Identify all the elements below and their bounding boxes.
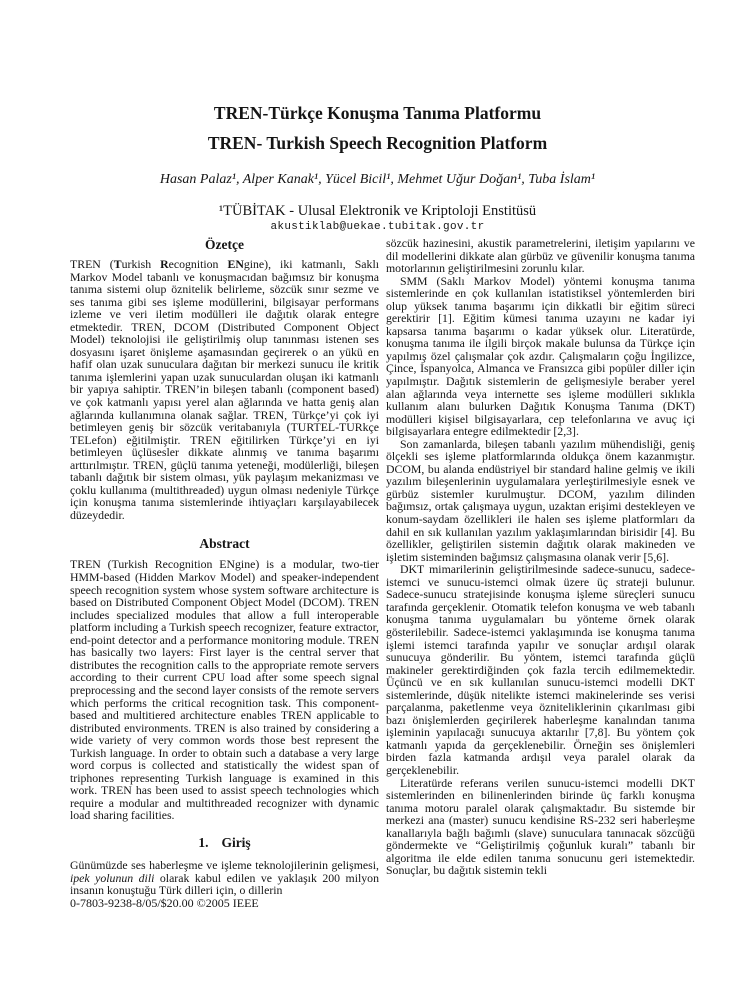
section-heading-ozetce: Özetçe [205, 237, 244, 252]
paragraph-smm: SMM (Saklı Markov Model) yöntemi konuşma tanıma sistemlerinde en çok kullanılan istatistiksel yöntemlerden biri olup yüksek tanıma başarımı için dikkatli bir eğitim süreci gerektirir [1]. Eğitim kümesi tanıma uzayını ne kadar iyi kapsarsa tanıma başarımı o kadar yüksek olur. Literatürde, konuşma tanıma ile ilgili birçok makale bulunsa da Türkçe için yapılmış özel çalışmalar çok azdır. Çalışmaların çoğu İngilizce, Çince, İspanyolca, Almanca ve Fransızca gibi popüler diller için yapılmıştır. Dağıtık sistemlerin de gelişmesiyle beraber yerel alan ağlarında veya internette ses işleme modülleri sıklıkla kullanım alanı bulurken Dağıtık Konuşma Tanıma (DKT) modülleri kişisel bilgisayarlara, cep telefonlarına ve avuç içi bilgisayarlara entegre edilmektedir [2,3]. [386, 273, 695, 439]
section-number: 1. [198, 834, 209, 850]
affiliation-line: ¹TÜBİTAK - Ulusal Elektronik ve Kriptoloji Enstitüsü [218, 203, 537, 219]
ozetce-text-run: TREN ( [70, 257, 114, 271]
authors-line: Hasan Palaz¹, Alper Kanak¹, Yücel Bicil¹, Mehmet Uğur Doğan¹, Tuba İslam¹ [159, 172, 596, 187]
left-column [70, 237, 379, 897]
section-heading-giris [70, 835, 379, 850]
paragraph-dkt-strategies: DKT mimarilerinin geliştirilmesinde sadece-sunucu, sadece-istemci ve sunucu-istemci olmak üzere üç strateji bulunur. Sadece-sunucu stratejisinde konuşma işleme süreçleri sunucu tarafında gerçeklenir. Otomatik telefon konuşma ve web tabanlı konuşma tanıma uygulamaları bu yönteme örnek olarak gösterilebilir. Sadece-istemci yaklaşımında ise konuşma tanıma işlemi istemci tarafında yapılır ve sonuçlar ardışıl olarak sunucuya gönderilir. Bu yöntem, istemci tarafında güçlü makineler gerektirdiğinden çok fazla tercih edilmemektedir. Üçüncü ve en sık kullanılan sunucu-istemci modelli DKT sistemlerinde, düşük nitelikte istemci makinelerinde ses verisi parçalanma, paketlenme veya özniteliklerinin çıkarılması gibi bazı önişlemlerden geçirilerek haberleşme kanalından tanıma işleminin yapılacağı sunucuya aktarılır [7,8]. Bu yöntem çok katmanlı yapıda da gerçeklenebilir. Örneğin ses önişlemleri birden fazla katmanda ardışıl veya paralel olarak da gerçeklenebilir. [386, 562, 695, 777]
ozetce-text-run: ecognition [168, 257, 228, 271]
paper-title-english: TREN- Turkish Speech Recognition Platform [207, 133, 548, 153]
paragraph-abstract: TREN (Turkish Recognition ENgine) is a modular, two-tier HMM-based (Hidden Markov Model) and speaker-independent speech recognition system whose system software architecture is based on Distributed Component Object Model (DCOM). TREN includes specialized modules that allow a full interoperable platform including a Turkish speech recognizer, feature extractor, end-point detector and a performance monitoring module. TREN has basically two layers: First layer is the central server that distributes the recognition calls to the appropriate remote servers according to their current CPU load after some speech signal preprocessing and the second layer consists of the remote servers which performs the critical recognition task. This component-based and multitiered architecture enables TREN applicable to distributed environments. TREN is also trained by considering a wide variety of very common words those best represent the Turkish language. In order to obtain such a database a very large word corpus is collected and statistically the widest span of triphones representing Turkish language is examined in this work. TREN has been used to assist speech technologies which require a modular and multithreaded recognizer with dynamic load sharing facilities. [70, 557, 379, 823]
paper-header [0, 103, 755, 233]
paragraph-giris-intro [70, 859, 379, 897]
section-title: Giriş [221, 834, 251, 850]
giris-text-run: olarak kabul edilen ve yaklaşık 200 milyon insanın konuştuğu Türk dilleri için, o dillerin [70, 870, 379, 898]
giris-italic-phrase: ipek yolunun dili [70, 870, 155, 885]
paragraph-dcom: Son zamanlarda, bileşen tabanlı yazılım mühendisliği, geniş ölçekli ses işleme platformlarında oldukça önem kazanmıştır. DCOM, bu alanda endüstriyel bir standard haline gelmiş ve ikili yazılım bileşenlerinin uygulamalara yerleştirilmesiyle esnek ve gürbüz sistemler kurulmuştur. DCOM, yazılım dilinden bağımsız, ortak çalışmaya uygun, uzaktan erişimi destekleyen ve konum-saydam özellikleri ile halen ses işleme platformları da dahil en sık kullanılan yazılım yaklaşımlarından birisidir [4]. Bu özellikler, geliştirilen sistemin dağıtık olarak makineden ve işletim sisteminden bağımsız çalışmasına olanak verir [5,6]. [386, 436, 695, 564]
right-column [386, 237, 695, 877]
paper-title-turkish: TREN-Türkçe Konuşma Tanıma Platformu [213, 103, 542, 123]
giris-text-run: Günümüzde ses haberleşme ve işleme teknolojilerinin gelişmesi, [70, 857, 379, 872]
ozetce-bold-r: R [160, 257, 169, 271]
section-heading-abstract: Abstract [199, 536, 250, 552]
paragraph-ozetce [70, 258, 379, 521]
contact-email: akustiklab@uekae.tubitak.gov.tr [270, 221, 485, 233]
ozetce-bold-t: T [113, 257, 122, 271]
copyright-line: 0-7803-9238-8/05/$20.00 ©2005 IEEE [70, 896, 259, 910]
ozetce-text-run: gine), iki katmanlı, Saklı Markov Model tabanlı ve konuşmacıdan bağımsız bir konuşma tanıma sistemi olup öznitelik belirleme, sözcük sınır sezme ve ses tanıma gibi ses işleme modüllerini, bilgisayar performans izleme ve veri iletim modülleri ile dağıtık olarak entegre etmektedir. TREN, DCOM (Distributed Component Object Model) teknolojisi ile geliştirilmiş olup tanınması istenen ses dosyasını işaret önişleme aşamasından geçirerek o an yükü en hafif olan uzak sunuculara dağıtan bir merkezi sunucu ile kritik tanıma işlemlerini yapan uzak sunuculardan oluşan iki katmanlı bir yapıya sahiptir. TREN’in bileşen tabanlı (component based) ve çok katmanlı yapısı yerel alan ağlarında ve hatta geniş alan ağlarında kullanımına olanak sağlar. TREN, Türkçe’yi çok iyi betimleyen geniş bir sözcük veritabanıyla (TURTEL-TURkçe TELefon) eğitilmiştir. TREN eğitilirken Türkçe’yi en iyi betimleyen üçlüsesler dikkate alınmış ve tanıma başarımı arttırılmıştır. TREN, güçlü tanıma yeteneği, modülerliği, bileşen tabanlı dağıtık bir sistem olması, yük paylaşım mekanizması ve çoklu kullanıma (multithreaded) uygun olması nedeniyle Türkçe için konuşma tanıma sistemlerinde ihtiyaçları karşılayabilecek düzeydedir. [70, 257, 379, 522]
paragraph-literature-reference: Literatürde referans verilen sunucu-istemci modelli DKT sistemlerinden en bilinenlerinden birinde üç farklı konuşma tanıma motoru paralel olarak çalışmaktadır. Bu sistemde bir merkezi ana (master) sunucu kendisine RS-232 seri haberleşme kanallarıyla bağlı bağımlı (slave) sunuculara tanınacak sözcüğü göndermekte ve “Geliştirilmiş çoğunluk kuralı” tabanlı bir algoritma ile elde edilen tanıma sonucunu geri istemektedir. Sonuçlar, bu dağıtık sistemin tekli [386, 775, 695, 878]
paragraph-intro-continuation: sözcük hazinesini, akustik parametrelerini, iletişim yapılarını ve dil modellerini dikkate alan gürbüz ve güvenilir konuşma tanıma motorlarının geliştirilmesini zorunlu kılar. [386, 236, 695, 276]
ozetce-text-run: urkish [121, 257, 161, 271]
ozetce-bold-en: EN [227, 257, 244, 271]
